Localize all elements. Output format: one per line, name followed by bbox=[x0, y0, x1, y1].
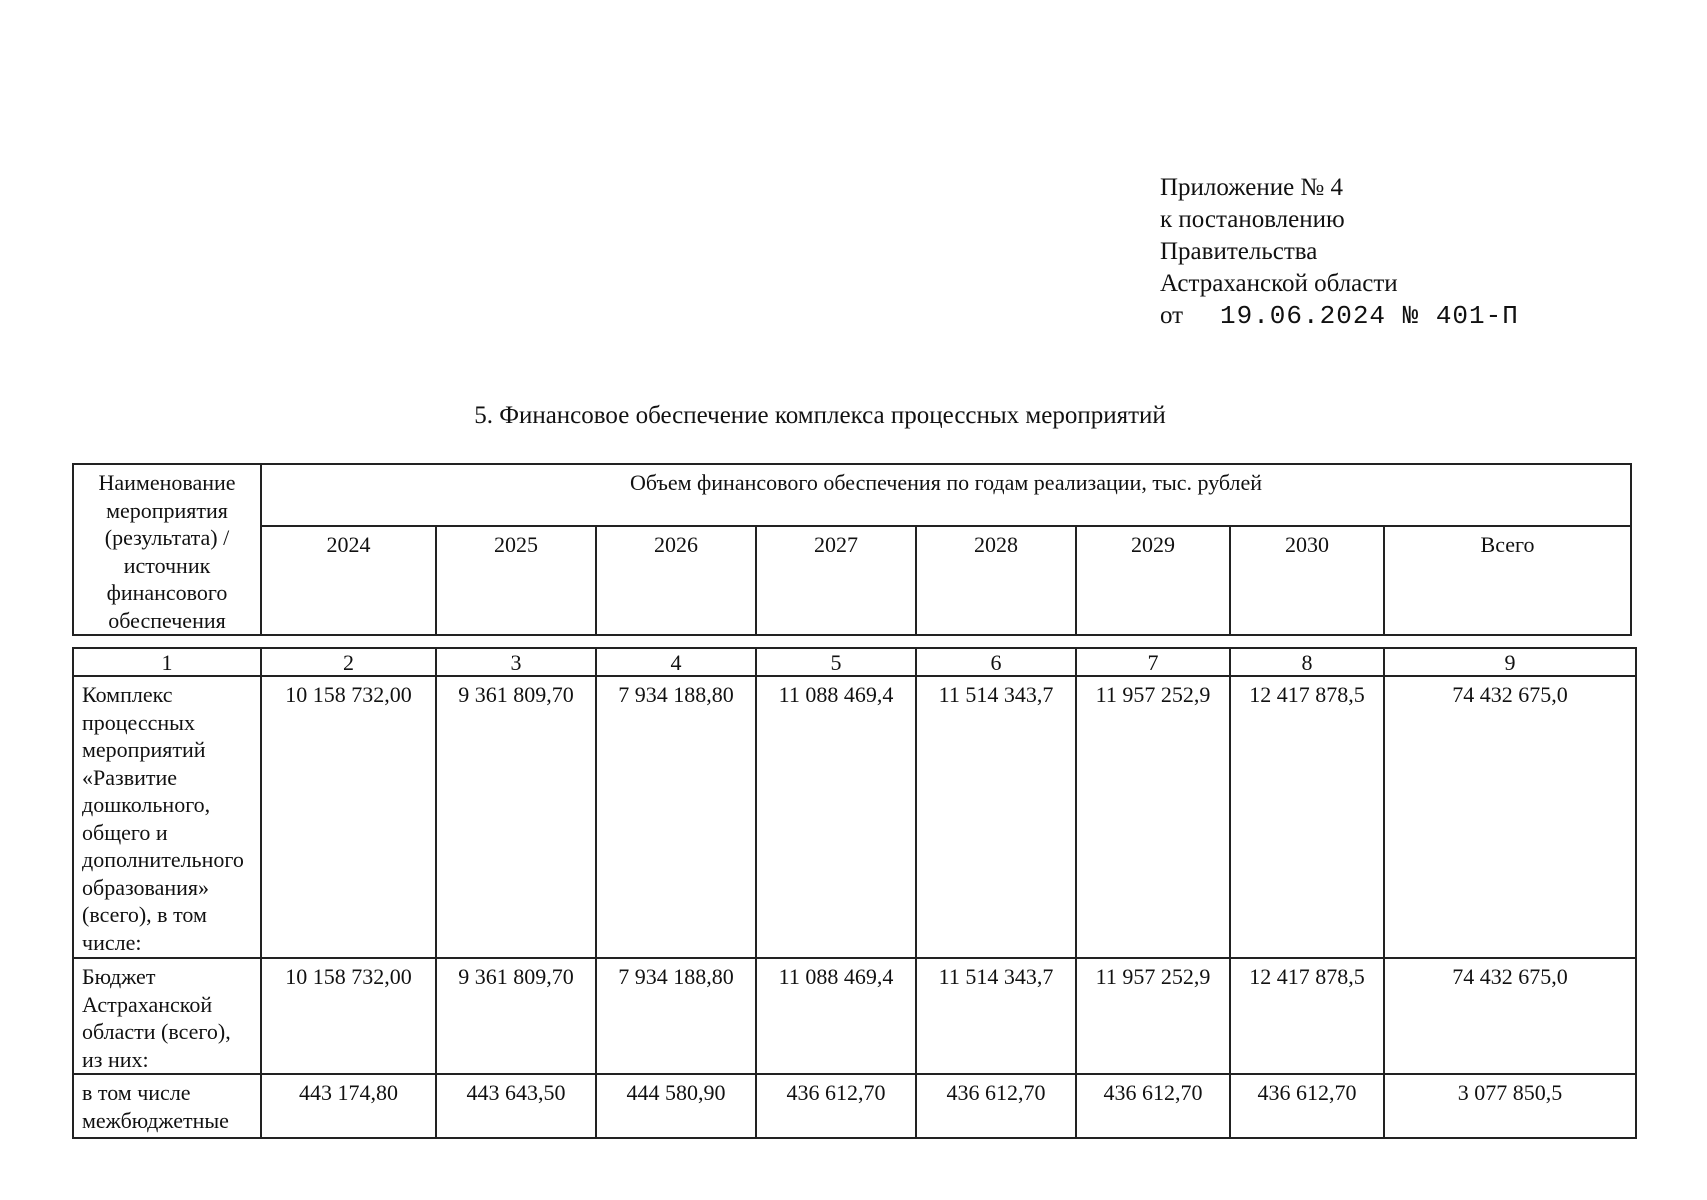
table-row bbox=[73, 958, 1636, 1074]
cell-value: 7 934 188,80 bbox=[596, 958, 756, 1074]
header-year: 2028 bbox=[916, 526, 1076, 635]
header-year: 2025 bbox=[436, 526, 596, 635]
cell-value: 9 361 809,70 bbox=[436, 676, 596, 958]
column-number: 4 bbox=[596, 648, 756, 676]
column-number: 3 bbox=[436, 648, 596, 676]
cell-value: 11 514 343,7 bbox=[916, 958, 1076, 1074]
cell-total: 3 077 850,5 bbox=[1384, 1074, 1636, 1138]
cell-value: 10 158 732,00 bbox=[261, 958, 436, 1074]
cell-value: 436 612,70 bbox=[1076, 1074, 1230, 1138]
cell-value: 12 417 878,5 bbox=[1230, 676, 1384, 958]
column-number: 5 bbox=[756, 648, 916, 676]
cell-value: 11 088 469,4 bbox=[756, 676, 916, 958]
appendix-block bbox=[1160, 172, 1519, 332]
row-name: Бюджет Астраханской области (всего), из них: bbox=[73, 958, 261, 1074]
table-row bbox=[73, 676, 1636, 958]
table-row bbox=[73, 1074, 1636, 1138]
column-number: 6 bbox=[916, 648, 1076, 676]
cell-value: 11 514 343,7 bbox=[916, 676, 1076, 958]
cell-value: 443 174,80 bbox=[261, 1074, 436, 1138]
cell-value: 11 088 469,4 bbox=[756, 958, 916, 1074]
cell-value: 12 417 878,5 bbox=[1230, 958, 1384, 1074]
cell-value: 11 957 252,9 bbox=[1076, 676, 1230, 958]
column-number-row bbox=[73, 648, 1636, 676]
appendix-line-2: к постановлению bbox=[1160, 206, 1345, 233]
header-year: 2030 bbox=[1230, 526, 1384, 635]
cell-total: 74 432 675,0 bbox=[1384, 958, 1636, 1074]
cell-value: 10 158 732,00 bbox=[261, 676, 436, 958]
cell-value: 436 612,70 bbox=[1230, 1074, 1384, 1138]
cell-value: 9 361 809,70 bbox=[436, 958, 596, 1074]
appendix-date-line bbox=[1160, 300, 1519, 332]
header-year: 2029 bbox=[1076, 526, 1230, 635]
cell-value: 7 934 188,80 bbox=[596, 676, 756, 958]
table-body bbox=[72, 647, 1637, 1139]
appendix-date-number: 19.06.2024 № 401-П bbox=[1220, 301, 1519, 331]
document-title: 5. Финансовое обеспечение комплекса процессных мероприятий bbox=[474, 402, 1166, 429]
appendix-from-label: от bbox=[1160, 302, 1184, 329]
row-name: Комплекс процессных мероприятий «Развитие дошкольного, общего и дополнительного образования» (всего), в том числе: bbox=[73, 676, 261, 958]
header-years-row bbox=[73, 526, 1631, 635]
cell-value: 436 612,70 bbox=[916, 1074, 1076, 1138]
cell-value: 444 580,90 bbox=[596, 1074, 756, 1138]
column-number: 7 bbox=[1076, 648, 1230, 676]
cell-value: 11 957 252,9 bbox=[1076, 958, 1230, 1074]
appendix-line-1: Приложение № 4 bbox=[1160, 174, 1344, 201]
cell-total: 74 432 675,0 bbox=[1384, 676, 1636, 958]
header-year: 2027 bbox=[756, 526, 916, 635]
table-header bbox=[72, 463, 1632, 636]
column-number: 2 bbox=[261, 648, 436, 676]
header-name-column: Наименование мероприятия (результата) / источник финансового обеспечения bbox=[73, 464, 261, 635]
header-year: 2024 bbox=[261, 526, 436, 635]
appendix-line-3: Правительства bbox=[1160, 238, 1318, 265]
cell-value: 443 643,50 bbox=[436, 1074, 596, 1138]
appendix-line-4: Астраханской области bbox=[1160, 270, 1398, 297]
header-total: Всего bbox=[1384, 526, 1631, 635]
cell-value: 436 612,70 bbox=[756, 1074, 916, 1138]
header-year: 2026 bbox=[596, 526, 756, 635]
column-number: 9 bbox=[1384, 648, 1636, 676]
row-name: в том числе межбюджетные bbox=[73, 1074, 261, 1138]
column-number: 1 bbox=[73, 648, 261, 676]
header-volume: Объем финансового обеспечения по годам реализации, тыс. рублей bbox=[261, 464, 1631, 526]
column-number: 8 bbox=[1230, 648, 1384, 676]
